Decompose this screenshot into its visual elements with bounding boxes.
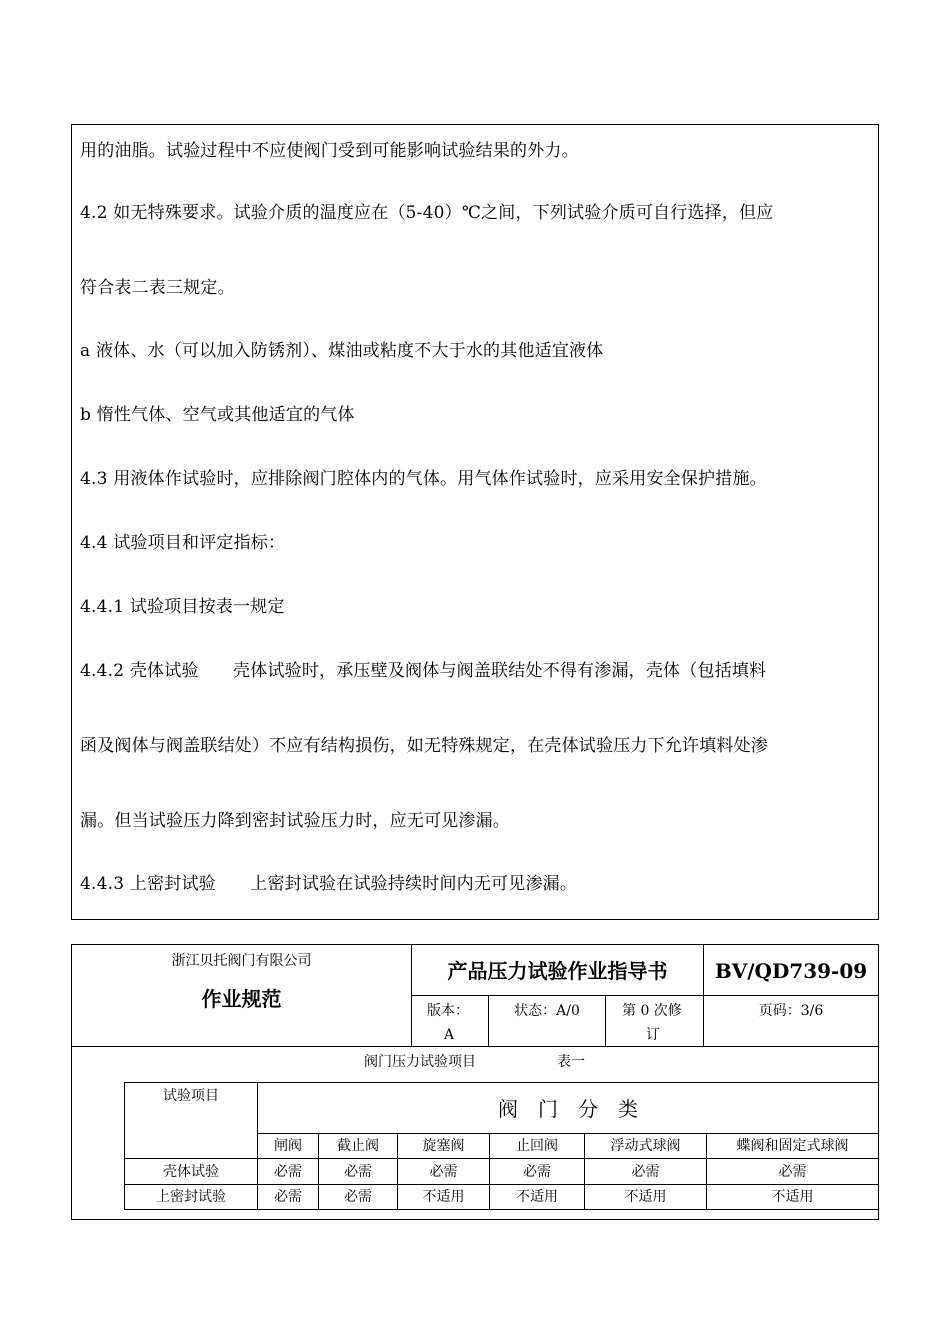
column-header: 蝶阀和固定式球阀 (736, 1138, 849, 1154)
company-name: 浙江贝托阀门有限公司 (171, 953, 312, 969)
doc-type: 作业规范 (201, 987, 282, 1011)
column-header: 浮动式球阀 (610, 1138, 681, 1154)
group-header: 阀 门 分 类 (498, 1097, 638, 1121)
body-text-box (71, 124, 879, 920)
revision-line1: 第 0 次修 (622, 1003, 682, 1019)
paragraph-line: 4.4.2 壳体试验 壳体试验时，承压壁及阀体与阀盖联结处不得有渗漏，壳体（包括填料 (80, 661, 767, 681)
paragraph-line: 用的油脂。试验过程中不应使阀门受到可能影响试验结果的外力。 (80, 141, 579, 161)
table-cell: 必需 (344, 1164, 372, 1180)
table-cell: 必需 (631, 1164, 660, 1180)
table-cell: 必需 (274, 1164, 302, 1180)
column-header: 闸阀 (274, 1138, 302, 1154)
version-value: A (444, 1027, 455, 1043)
table-cell: 不适用 (422, 1189, 465, 1205)
doc-title: 产品压力试验作业指导书 (447, 959, 668, 983)
document-header-box (71, 944, 879, 1220)
revision-line2: 订 (646, 1027, 660, 1043)
paragraph-line: 符合表二表三规定。 (80, 278, 235, 298)
table-cell: 不适用 (771, 1189, 814, 1205)
paragraph-line: 4.4 试验项目和评定指标： (80, 533, 286, 553)
table-number: 表一 (557, 1054, 585, 1070)
status-text: 状态：A/0 (514, 1003, 580, 1019)
paragraph-line: b 惰性气体、空气或其他适宜的气体 (80, 405, 355, 425)
paragraph-line: 4.3 用液体作试验时，应排除阀门腔体内的气体。用气体作试验时，应采用安全保护措施。 (80, 469, 767, 489)
column-header: 止回阀 (516, 1138, 558, 1154)
column-header: 旋塞阀 (422, 1138, 465, 1154)
table-cell: 必需 (523, 1164, 551, 1180)
page-number: 页码：3/6 (758, 1003, 824, 1019)
column-header: 截止阀 (337, 1138, 379, 1154)
row-label: 壳体试验 (163, 1164, 219, 1180)
paragraph-line: 函及阀体与阀盖联结处）不应有结构损伤，如无特殊规定，在壳体试验压力下允许填料处渗 (80, 736, 768, 756)
table-cell: 必需 (778, 1164, 807, 1180)
paragraph-line: a 液体、水（可以加入防锈剂）、煤油或粘度不大于水的其他适宜液体 (80, 341, 604, 361)
table-cell: 必需 (429, 1164, 458, 1180)
table-cell: 必需 (344, 1189, 372, 1205)
table-cell: 必需 (274, 1189, 302, 1205)
table-cell: 不适用 (516, 1189, 558, 1205)
paragraph-line: 漏。但当试验压力降到密封试验压力时，应无可见渗漏。 (80, 811, 510, 831)
paragraph-line: 4.4.3 上密封试验 上密封试验在试验持续时间内无可见渗漏。 (80, 874, 578, 894)
row-label: 上密封试验 (156, 1189, 226, 1205)
paragraph-line: 4.4.1 试验项目按表一规定 (80, 597, 285, 617)
doc-code: BV/QD739-09 (714, 959, 868, 983)
paragraph-line: 4.2 如无特殊要求。试验介质的温度应在（5-40）℃之间，下列试验介质可自行选择，但应 (80, 203, 774, 223)
table-caption: 阀门压力试验项目 (364, 1054, 476, 1070)
table-cell: 不适用 (624, 1189, 667, 1205)
version-label: 版本： (427, 1003, 469, 1019)
item-header: 试验项目 (163, 1088, 219, 1104)
